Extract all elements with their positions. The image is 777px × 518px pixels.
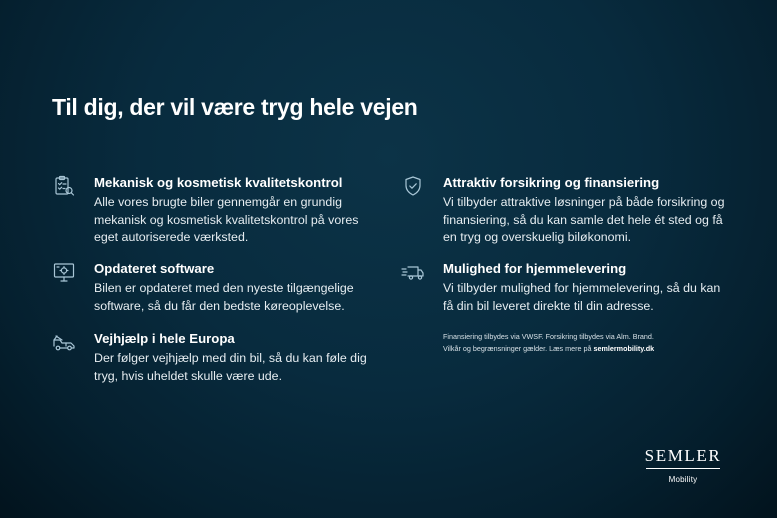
feature-description: Alle vores brugte biler gennemgår en grundig mekanisk og kosmetisk kvalitetskontrol på vores eget autoriserede værksted. [94, 195, 359, 245]
feature-description: Bilen er opdateret med den nyeste tilgængelige software, så du får den bedste køreoplevelse. [94, 281, 354, 313]
disclaimer [443, 331, 723, 354]
feature-title: Vejhjælp i hele Europa [94, 331, 235, 346]
disclaimer-link[interactable]: semlermobility.dk [593, 343, 655, 353]
feature-title: Mekanisk og kosmetisk kvalitetskontrol [94, 175, 343, 190]
feature-home-delivery [443, 260, 733, 315]
feature-software [94, 260, 374, 315]
feature-description: Der følger vejhjælp med din bil, så du kan føle dig tryg, hvis uheldet skulle være ude. [94, 351, 367, 383]
shield-check-icon [401, 174, 425, 198]
logo-wordmark: SEMLER [644, 446, 722, 465]
feature-description: Vi tilbyder mulighed for hjemmelevering, så du kan få din bil leveret direkte til din adresse. [443, 281, 721, 313]
disclaimer-line: Finansiering tilbydes via VWSF. Forsikring tilbydes via Alm. Brand. [443, 332, 654, 341]
feature-roadside-assistance [94, 330, 374, 385]
semler-logo [640, 446, 726, 484]
logo-subtitle: Mobility [668, 475, 698, 484]
feature-title: Attraktiv forsikring og finansiering [443, 175, 660, 190]
feature-insurance-financing [443, 174, 733, 247]
feature-title: Mulighed for hjemmelevering [443, 261, 627, 276]
disclaimer-line [443, 343, 723, 355]
page-title: Til dig, der vil være tryg hele vejen [52, 94, 418, 120]
disclaimer-text: Vilkår og begrænsninger gælder. Læs mere på [443, 343, 594, 353]
logo-rule [646, 468, 720, 469]
delivery-truck-icon [401, 260, 425, 284]
feature-title: Opdateret software [94, 261, 215, 276]
feature-quality-control [94, 174, 374, 247]
quality-clipboard-icon [52, 174, 76, 198]
feature-description: Vi tilbyder attraktive løsninger på både forsikring og finansiering, så du kan samle det hele ét sted og få en tryg og overskuelig biløkonomi. [443, 195, 725, 245]
software-monitor-icon [52, 260, 76, 284]
tow-truck-icon [52, 330, 76, 354]
